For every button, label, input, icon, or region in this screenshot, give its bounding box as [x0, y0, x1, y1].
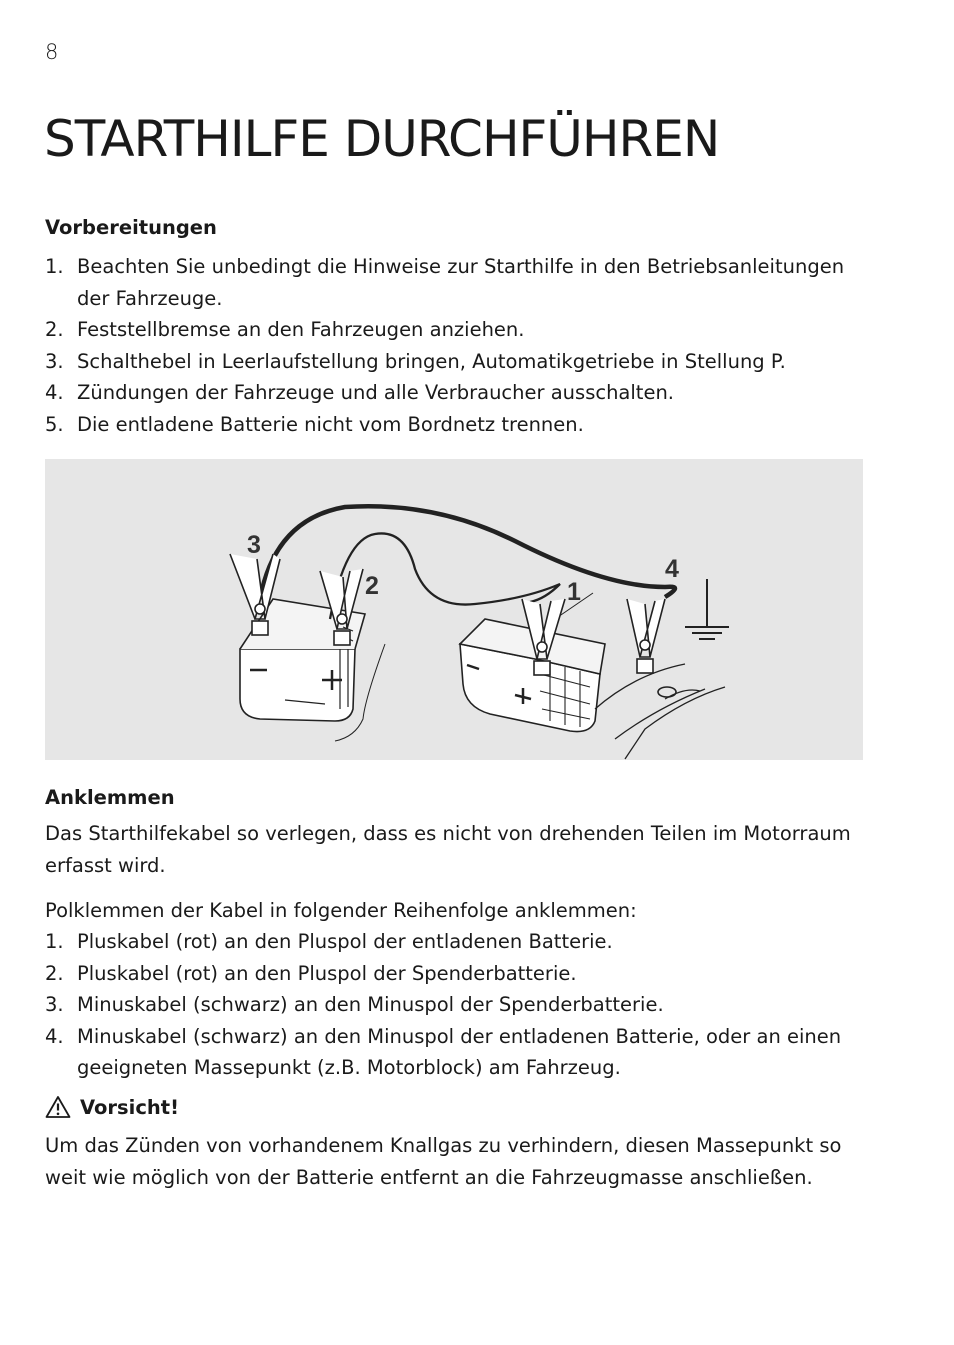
page-number: 8: [45, 40, 59, 64]
list-item: 2. Pluskabel (rot) an den Pluspol der Spenderbatterie.: [45, 961, 577, 985]
donor-battery-body: [240, 649, 355, 721]
page-title: STARTHILFE DURCHFÜHREN: [44, 110, 720, 168]
connect-order-intro: Polklemmen der Kabel in folgender Reihenfolge anklemmen:: [45, 899, 637, 922]
warning-header: [45, 1095, 179, 1119]
jump-start-illustration: [45, 459, 863, 760]
preparation-heading: Vorbereitungen: [45, 216, 217, 239]
preparation-list: [45, 251, 875, 440]
list-item: 2. Feststellbremse an den Fahrzeugen anziehen.: [45, 318, 525, 341]
black-cable: [260, 506, 675, 599]
list-item: 1. Beachten Sie unbedingt die Hinweise zur Starthilfe in den Betriebsanleitungen der Fahrzeuge.: [45, 255, 845, 310]
warning-text: Um das Zünden von vorhandenem Knallgas zu verhindern, diesen Massepunkt so weit wie möglich von der Batterie entfernt an die Fahrzeugmasse anschließen.: [45, 1134, 842, 1189]
callout-3: 3: [247, 531, 261, 559]
connect-heading: Anklemmen: [45, 786, 175, 809]
connect-intro: Das Starthilfekabel so verlegen, dass es nicht von drehenden Teilen im Motorraum erfasst wird.: [45, 822, 851, 877]
list-item: 3. Minuskabel (schwarz) an den Minuspol der Spenderbatterie.: [45, 993, 664, 1016]
list-item: 4. Zündungen der Fahrzeuge und alle Verbraucher ausschalten.: [45, 381, 674, 404]
list-item: 5. Die entladene Batterie nicht vom Bordnetz trennen.: [45, 412, 584, 436]
engine-block: [595, 664, 725, 759]
callout-2: 2: [365, 572, 379, 600]
list-item: 3. Schalthebel in Leerlaufstellung bringen, Automatikgetriebe in Stellung P.: [45, 349, 786, 373]
warning-triangle-icon: [45, 1095, 71, 1119]
callout-1: 1: [567, 578, 581, 606]
connect-list: [45, 926, 875, 1084]
warning-heading: Vorsicht!: [80, 1095, 179, 1119]
clamp-4-icon: [627, 599, 665, 673]
callout-4: 4: [665, 555, 679, 583]
list-item: 1. Pluskabel (rot) an den Pluspol der entladenen Batterie.: [45, 930, 613, 953]
jump-start-figure: [45, 459, 863, 760]
list-item: 4. Minuskabel (schwarz) an den Minuspol der entladenen Batterie, oder an einen geeigneten Massepunkt (z.B. Motorblock) am Fahrzeug.: [45, 1024, 842, 1079]
